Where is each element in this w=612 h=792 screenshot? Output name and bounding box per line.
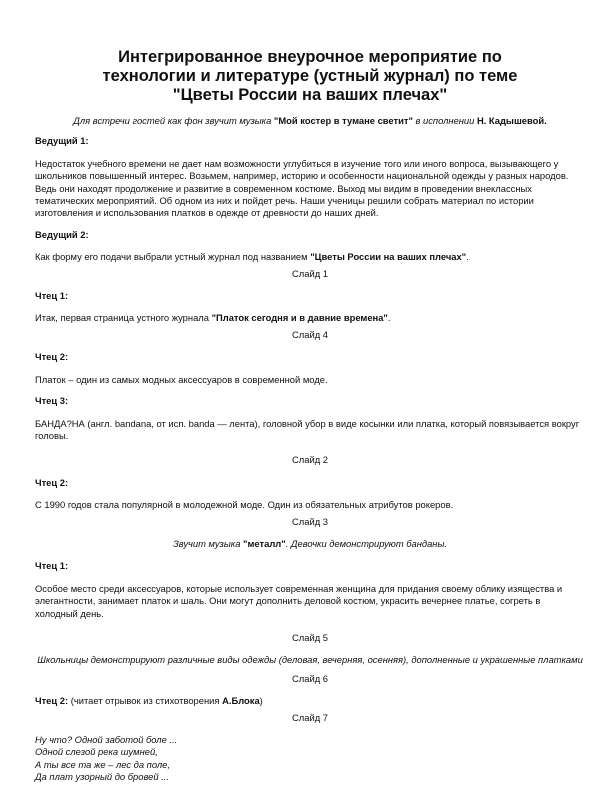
slide-3-label: Слайд 3 (292, 515, 328, 527)
title-line-3: "Цветы России на ваших плечах" (172, 86, 448, 104)
intro-song: "Мой костер в тумане светит" (273, 115, 413, 126)
reader2c-text-a: (читает отрывок из стихотворения (68, 695, 223, 707)
reader1a-page-name: "Платок сегодня и в давние времена" (211, 312, 388, 324)
title-line-2: технологии и литературе (устный журнал) по теме (102, 67, 518, 85)
host2-label: Ведущий 2: (35, 228, 89, 240)
slide-5-label: Слайд 5 (292, 631, 328, 643)
reader3-text: БАНДА?НА (англ. bandana, от исп. banda — лента), головной убор в виде косынки или платка, который повязывается вокруг головы. (35, 417, 580, 441)
intro-note (35, 115, 585, 127)
slide-7-label: Слайд 7 (292, 711, 328, 723)
music-note-a: Звучит музыка (173, 537, 244, 549)
reader2a-text: Платок – один из самых модных аксессуаров в современной моде. (35, 373, 328, 385)
title-line-1: Интегрированное внеурочное мероприятие по (118, 48, 502, 66)
intro-text-c: в исполнении (412, 115, 477, 126)
poem-line: А ты все та же – лес да поле, (35, 758, 170, 770)
reader1a-text (35, 312, 585, 324)
intro-singer: Н. Кадышевой. (476, 115, 547, 126)
music-note-genre: "металл" (243, 537, 286, 549)
reader2b-text: С 1990 годов стала популярной в молодежной моде. Один из обязательных атрибутов рокеров. (35, 499, 454, 511)
document-page (35, 48, 585, 784)
reader1a-label: Чтец 1: (35, 290, 69, 302)
poem-excerpt (35, 734, 585, 784)
slide-6-label: Слайд 6 (292, 672, 328, 684)
host2-journal-name: "Цветы России на ваших плечах" (310, 251, 467, 263)
intro-text-a: Для встречи гостей как фон звучит музыка (73, 115, 274, 126)
host1-text: Недостаток учебного времени не дает нам возможности углубиться в изучение того или иного вопроса, вызывающего у школьников повышенный интерес. Возьмем, например, историю и особенности национальной одежды у разных народов. Ведь они находят продолжение и развитие в современном костюме. Выход мы видим в проведении внеклассных тематических мероприятий. Об одном из них и пойдет речь. Наши ученицы решили собрать материал по истории изготовления и использования платков в одежде от древности до наших дней. (35, 157, 569, 219)
demo-note: Школьницы демонстрируют различные виды одежды (деловая, вечерняя, осенняя), дополненные и украшенные платками (37, 654, 583, 666)
reader2a-label: Чтец 2: (35, 351, 69, 363)
host1-label: Ведущий 1: (35, 135, 89, 147)
reader1b-text: Особое место среди аксессуаров, которые использует современная женщина для придания своему облику изящества и элегантности, занимает платок и шаль. Они могут дополнить деловой костюм, украсить вечернее платье, согреть в холодный день. (35, 582, 563, 619)
reader1b-label: Чтец 1: (35, 560, 69, 572)
music-note-c: . Девочки демонстрируют банданы. (285, 537, 447, 549)
slide-1-label: Слайд 1 (292, 267, 328, 279)
poem-line: Одной слезой река шумней, (35, 746, 158, 758)
reader2c-line (35, 695, 585, 707)
poem-line: Ну что? Одной заботой боле ... (35, 734, 178, 745)
music-note (35, 538, 585, 550)
poem-line: Да плат узорный до бровей ... (35, 771, 169, 783)
host2-text-c: . (466, 251, 469, 263)
reader1a-text-c: . (387, 312, 391, 324)
slide-4-label: Слайд 4 (292, 328, 328, 340)
host2-text (35, 251, 585, 263)
reader2c-label: Чтец 2: (35, 695, 69, 707)
reader1a-text-a: Итак, первая страница устного журнала (35, 312, 212, 324)
reader2b-label: Чтец 2: (35, 476, 69, 488)
document-title (35, 48, 585, 105)
slide-2-label: Слайд 2 (292, 454, 328, 466)
reader3-label: Чтец 3: (35, 395, 69, 407)
reader2c-poet: А.Блока (222, 695, 260, 707)
host2-text-a: Как форму его подачи выбрали устный журнал под названием (35, 251, 311, 263)
reader2c-text-c: ) (259, 695, 263, 707)
